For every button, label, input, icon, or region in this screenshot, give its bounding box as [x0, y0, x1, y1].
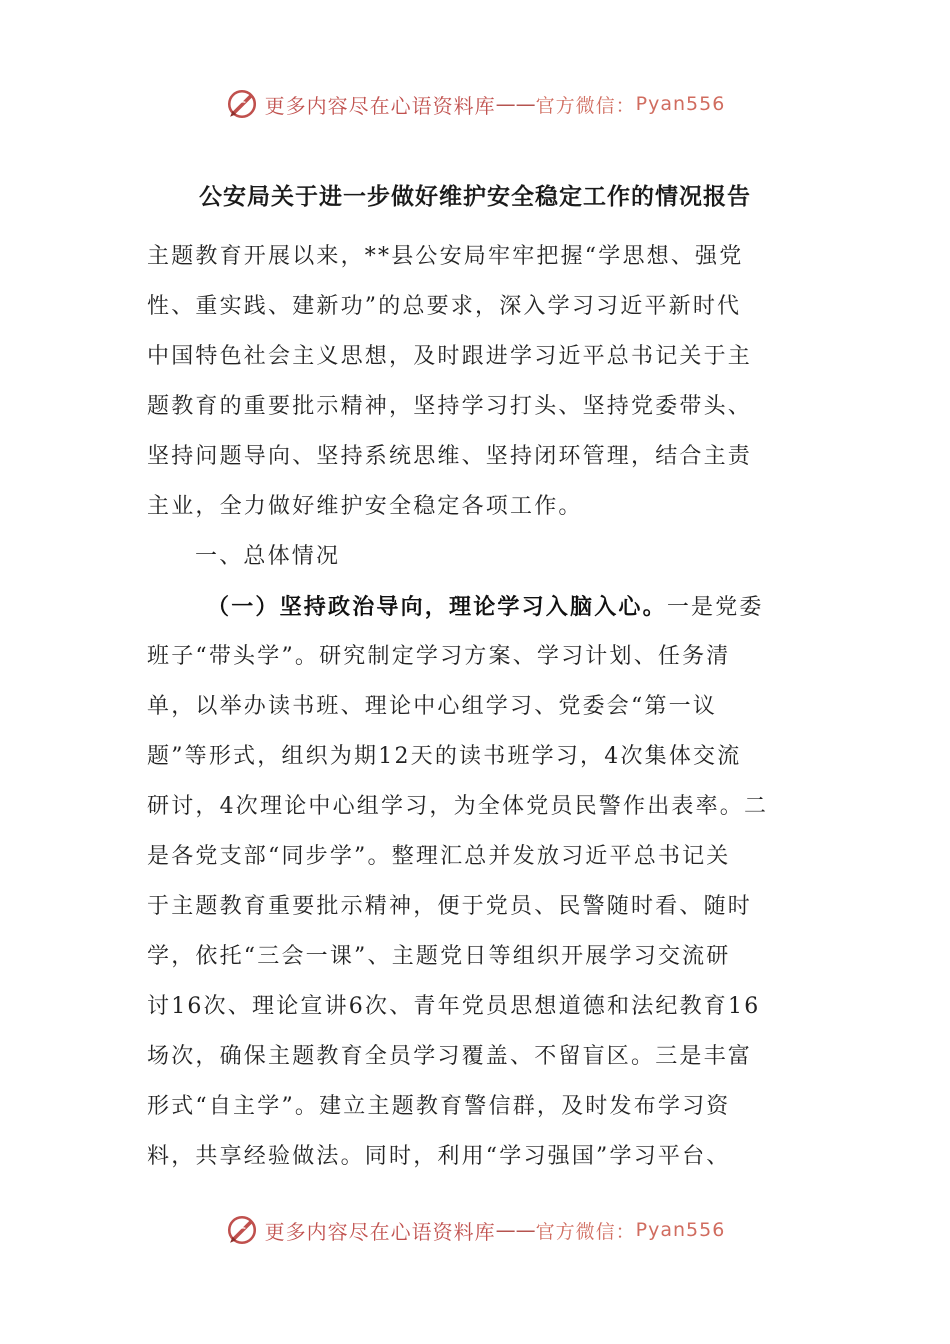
body-line: 中国特色社会主义思想，及时跟进学习近平总书记关于主 — [147, 344, 753, 369]
body-line: 主业，全力做好维护安全稳定各项工作。 — [147, 494, 583, 519]
banner-dash: —— — [495, 92, 536, 116]
body-line: 主题教育开展以来，**县公安局牢牢把握“学思想、强党 — [147, 244, 744, 269]
sub-heading-rest: 一是党委 — [666, 595, 764, 620]
document-title: 公安局关于进一步做好维护安全稳定工作的情况报告 — [199, 183, 751, 210]
pen-logo-icon — [225, 87, 259, 121]
banner-contact-id: Pyan556 — [635, 1219, 726, 1241]
body-line: 场次，确保主题教育全员学习覆盖、不留盲区。三是丰富 — [147, 1044, 753, 1069]
banner-dash: —— — [495, 1218, 536, 1242]
body-line: 单，以举办读书班、理论中心组学习、党委会“第一议 — [147, 694, 718, 719]
body-line: 料，共享经验做法。同时，利用“学习强国”学习平台、 — [147, 1144, 731, 1169]
body-line: 坚持问题导向、坚持系统思维、坚持闭环管理，结合主责 — [147, 444, 753, 469]
section-heading: 一、总体情况 — [195, 544, 341, 569]
banner-contact-label: 官方微信： — [535, 94, 636, 117]
body-line: 题”等形式，组织为期12天的读书班学习，4次集体交流 — [147, 744, 742, 769]
banner-contact-id: Pyan556 — [635, 93, 726, 115]
body-line: 讨16次、理论宣讲6次、青年党员思想道德和法纪教育16 — [147, 994, 761, 1019]
sub-heading-bold: （一）坚持政治导向，理论学习入脑入心。 — [207, 594, 667, 620]
body-line: 性、重实践、建新功”的总要求，深入学习习近平新时代 — [147, 294, 742, 319]
body-line: 学，依托“三会一课”、主题党日等组织开展学习交流研 — [147, 944, 731, 969]
body-line: 题教育的重要批示精神，坚持学习打头、坚持党委带头、 — [147, 394, 753, 419]
banner-contact-label: 官方微信： — [535, 1220, 636, 1243]
sub-heading-line — [147, 582, 807, 632]
body-line: 于主题教育重要批示精神，便于党员、民警随时看、随时 — [147, 894, 753, 919]
body-line: 形式“自主学”。建立主题教育警信群，及时发布学习资 — [147, 1094, 731, 1119]
body-line: 研讨，4次理论中心组学习，为全体党员民警作出表率。二 — [147, 794, 769, 819]
body-line: 是各党支部“同步学”。整理汇总并发放习近平总书记关 — [147, 844, 731, 869]
banner-brand: 更多内容尽在心语资料库 — [264, 1219, 496, 1244]
footer-banner — [0, 1210, 950, 1250]
document-body — [147, 232, 807, 1182]
body-line: 班子“带头学”。研究制定学习方案、学习计划、任务清 — [147, 644, 731, 669]
banner-brand: 更多内容尽在心语资料库 — [264, 93, 496, 118]
pen-logo-icon — [225, 1213, 259, 1247]
header-banner — [0, 84, 950, 124]
